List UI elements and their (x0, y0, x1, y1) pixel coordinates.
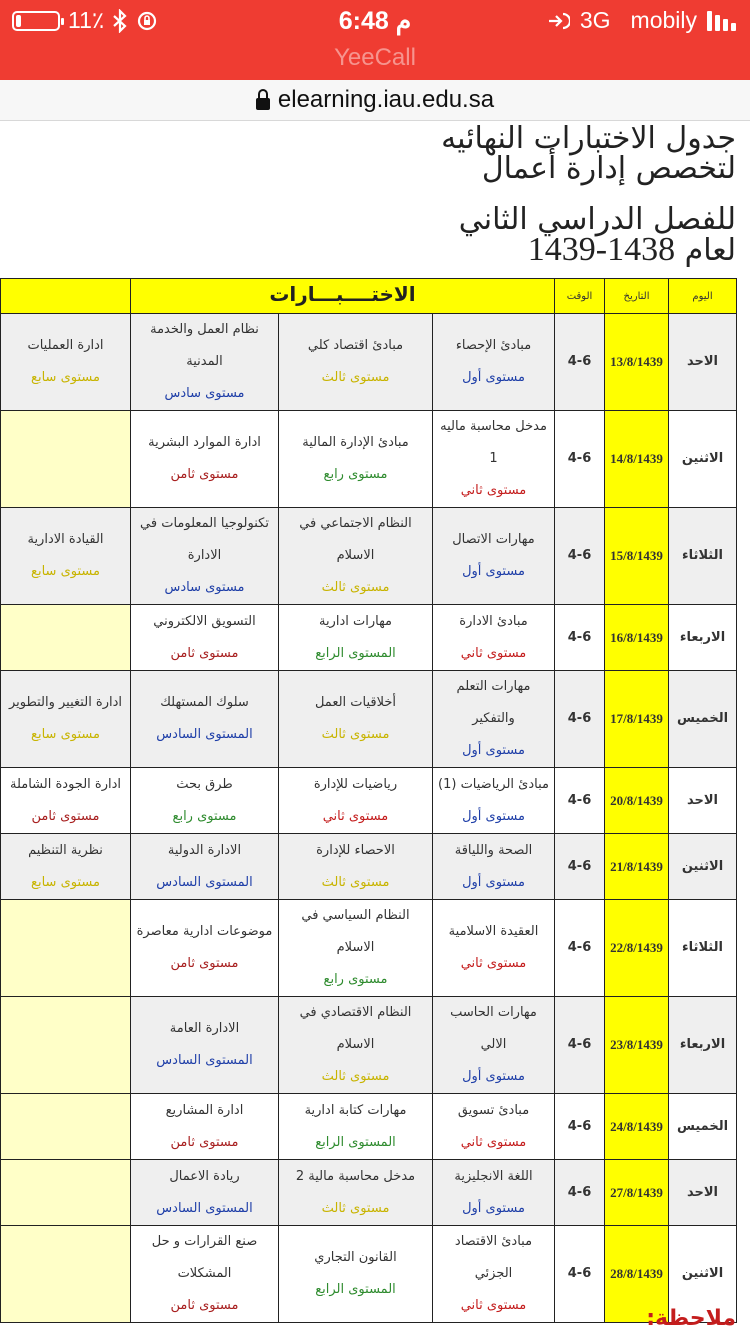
exam-level: مستوى ثاني (460, 1298, 527, 1313)
battery-percent: 11٪ (68, 7, 105, 33)
exam-cell (433, 1094, 555, 1160)
exam-subject: سلوك المستهلك (160, 695, 249, 710)
exam-cell (131, 314, 279, 411)
exam-subject: مبادئ الإدارة المالية (302, 435, 409, 450)
exam-subject: الادارة الدولية (167, 842, 242, 858)
status-right (546, 7, 736, 34)
exam-cell (1, 834, 131, 900)
exam-cell (131, 508, 279, 605)
table-row (1, 671, 737, 768)
date-cell: 15/8/1439 (605, 508, 669, 605)
exam-cell (279, 671, 433, 768)
exam-level: مستوى ثامن (170, 1134, 239, 1150)
time-cell: 4-6 (555, 768, 605, 834)
status-time: 6:48 م (338, 7, 412, 35)
day-cell: الاثنين (669, 834, 737, 900)
time-cell: 4-6 (555, 671, 605, 768)
table-row (1, 834, 737, 900)
table-row (1, 605, 737, 671)
exam-subject: الادارة العامة (169, 1021, 240, 1036)
day-cell: الاثنين (669, 1226, 737, 1323)
title-line-2: لتخصص إدارة أعمال (481, 151, 736, 186)
exam-level: مستوى ثالث (321, 874, 390, 890)
exam-level: مستوى ثالث (321, 370, 390, 385)
exam-cell (433, 508, 555, 605)
exam-cell (433, 1160, 555, 1226)
title-line-1: جدول الاختبارات النهائيه (441, 121, 736, 156)
exam-level: مستوى ثامن (170, 645, 239, 661)
day-cell: الاربعاء (669, 605, 737, 671)
exam-subject: مبادئ تسويق (457, 1102, 530, 1118)
exam-level: مستوى ثامن (170, 467, 239, 482)
exam-level: المستوى الرابع (315, 1282, 396, 1297)
exam-subject: ادارة المشاريع (165, 1102, 244, 1118)
exam-level: مستوى سادس (164, 386, 245, 401)
exam-subject: أخلاقيات العمل (314, 695, 397, 710)
exam-cell (279, 314, 433, 411)
exam-level: مستوى سابع (31, 370, 100, 385)
empty-exam-cell (1, 411, 131, 508)
table-row (1, 411, 737, 508)
exam-subject: ادارة الموارد البشرية (148, 435, 261, 450)
exam-level: مستوى ثالث (321, 580, 390, 595)
exam-cell (433, 1226, 555, 1323)
time-cell: 4-6 (555, 605, 605, 671)
exam-subject: مهارات التعلم والتفكير (456, 679, 531, 726)
exam-level: المستوى الرابع (315, 645, 396, 661)
exam-cell (131, 900, 279, 997)
exam-subject: ادارة العمليات (27, 338, 104, 353)
exam-cell (131, 997, 279, 1094)
date-cell: 27/8/1439 (605, 1160, 669, 1226)
day-cell: الخميس (669, 671, 737, 768)
exam-subject: ادارة الجودة الشاملة (9, 776, 121, 792)
exam-level: مستوى سادس (164, 580, 245, 595)
table-row (1, 508, 737, 605)
table-row (1, 1226, 737, 1323)
day-cell: الاحد (669, 1160, 737, 1226)
exam-cell (279, 768, 433, 834)
empty-exam-cell (1, 605, 131, 671)
date-cell: 22/8/1439 (605, 900, 669, 997)
time-cell: 4-6 (555, 508, 605, 605)
time-cell: 4-6 (555, 900, 605, 997)
exam-level: مستوى أول (462, 1200, 525, 1216)
exam-level: مستوى ثامن (31, 808, 100, 824)
table-row (1, 768, 737, 834)
time-cell: 4-6 (555, 1160, 605, 1226)
date-cell: 23/8/1439 (605, 997, 669, 1094)
table-row (1, 997, 737, 1094)
exam-level: مستوى ثاني (460, 483, 527, 498)
empty-exam-cell (1, 900, 131, 997)
exam-level: مستوى ثالث (321, 1069, 390, 1084)
exam-subject: مبادئ الادارة (459, 613, 528, 629)
exam-level: المستوى السادس (156, 1200, 253, 1216)
exam-level: مستوى ثاني (322, 808, 389, 824)
exam-cell (131, 1160, 279, 1226)
header-exams: الاختــــبـــارات (131, 279, 555, 314)
exam-level: مستوى ثامن (170, 1298, 239, 1313)
day-cell: الثلاثاء (669, 900, 737, 997)
time-cell: 4-6 (555, 314, 605, 411)
exam-level: مستوى أول (462, 808, 525, 824)
exam-level: مستوى سابع (31, 727, 100, 742)
exam-cell (131, 1226, 279, 1323)
header-time: الوقت (555, 279, 605, 314)
exam-cell (131, 671, 279, 768)
exam-subject: الاحصاء للإدارة (316, 842, 395, 858)
exam-level: مستوى رابع (172, 808, 237, 824)
exam-cell (433, 900, 555, 997)
time-cell: 4-6 (555, 1094, 605, 1160)
exam-level: مستوى سابع (31, 874, 100, 890)
date-cell: 28/8/1439 (605, 1226, 669, 1323)
exam-subject: مبادئ الاقتصاد الجزئي (454, 1234, 533, 1281)
table-header-row (1, 279, 737, 314)
exam-subject: طرق بحث (176, 776, 233, 792)
exam-cell (279, 997, 433, 1094)
exam-level: مستوى ثاني (460, 956, 527, 971)
exam-cell (131, 834, 279, 900)
exam-cell (433, 605, 555, 671)
header-date: التاريخ (605, 279, 669, 314)
time-cell: 4-6 (555, 997, 605, 1094)
exam-cell (131, 768, 279, 834)
exam-subject: مهارات الحاسب الالي (450, 1005, 537, 1052)
exam-level: مستوى رابع (323, 972, 388, 987)
exam-cell (279, 605, 433, 671)
exam-level: مستوى ثاني (460, 1134, 527, 1150)
exam-cell (279, 1094, 433, 1160)
exam-level: مستوى أول (462, 564, 525, 579)
day-cell: الاثنين (669, 411, 737, 508)
empty-exam-cell (1, 1160, 131, 1226)
note-label: ملاحظة: (646, 1306, 736, 1331)
term-line-1: للفصل الدراسي الثاني (458, 202, 736, 237)
date-cell: 24/8/1439 (605, 1094, 669, 1160)
exam-subject: موضوعات ادارية معاصرة (136, 924, 273, 939)
call-forward-icon (546, 10, 570, 32)
table-row (1, 900, 737, 997)
exam-subject: مبادئ اقتصاد كلي (307, 338, 404, 353)
network-type: 3G (579, 7, 611, 33)
exam-cell (279, 1226, 433, 1323)
date-cell: 20/8/1439 (605, 768, 669, 834)
term-heading (458, 202, 736, 268)
url-text[interactable]: elearning.iau.edu.sa (277, 86, 495, 113)
exam-level: المستوى السادس (156, 1053, 253, 1068)
exam-subject: تكنولوجيا المعلومات في الادارة (140, 516, 269, 563)
exam-cell (433, 671, 555, 768)
time-cell: 4-6 (555, 834, 605, 900)
exam-subject: نظرية التنظيم (28, 842, 103, 858)
exam-cell (433, 768, 555, 834)
date-cell: 13/8/1439 (605, 314, 669, 411)
exam-subject: التسويق الالكتروني (153, 613, 256, 629)
exam-level: مستوى رابع (323, 467, 388, 482)
exam-level: مستوى أول (462, 1069, 525, 1084)
exam-subject: اللغة الانجليزية (454, 1168, 533, 1184)
exam-subject: ريادة الاعمال (169, 1168, 240, 1184)
empty-exam-cell (1, 997, 131, 1094)
exam-subject: القيادة الادارية (27, 532, 104, 547)
exam-subject: العقيدة الاسلامية (448, 924, 539, 939)
header-day: اليوم (669, 279, 737, 314)
date-cell: 21/8/1439 (605, 834, 669, 900)
table-row (1, 1160, 737, 1226)
exam-cell (131, 411, 279, 508)
exam-cell (131, 605, 279, 671)
term-line-2 (459, 231, 736, 268)
exam-subject: مهارات الاتصال (452, 532, 535, 547)
day-cell: الاحد (669, 314, 737, 411)
exam-subject: نظام العمل والخدمة المدنية (150, 322, 259, 369)
day-cell: الثلاثاء (669, 508, 737, 605)
exam-level: مستوى سابع (31, 564, 100, 579)
carrier-name: mobily (630, 7, 697, 33)
signal-icon (707, 11, 736, 31)
table-row (1, 1094, 737, 1160)
exam-subject: النظام الاقتصادي في الاسلام (299, 1005, 412, 1052)
status-bar (0, 0, 750, 80)
empty-exam-cell (1, 1226, 131, 1323)
exam-level: مستوى أول (462, 743, 525, 758)
page-title (441, 121, 736, 186)
exam-cell (279, 411, 433, 508)
exam-cell (433, 834, 555, 900)
date-cell: 14/8/1439 (605, 411, 669, 508)
table-row (1, 314, 737, 411)
exam-subject: مهارات ادارية (318, 613, 393, 629)
day-cell: الاربعاء (669, 997, 737, 1094)
header-exams-extra (1, 279, 131, 314)
exam-subject: الصحة واللياقة (454, 842, 533, 858)
exam-level: مستوى ثالث (321, 727, 390, 742)
exam-schedule-table (0, 278, 737, 1323)
date-cell: 17/8/1439 (605, 671, 669, 768)
exam-level: المستوى الرابع (315, 1134, 396, 1150)
exam-level: مستوى ثالث (321, 1200, 390, 1216)
day-cell: الخميس (669, 1094, 737, 1160)
exam-cell (433, 314, 555, 411)
table-body (1, 279, 737, 1323)
exam-subject: مهارات كتابة ادارية (304, 1102, 407, 1118)
lock-icon (256, 98, 270, 110)
exam-cell (279, 900, 433, 997)
exam-cell (1, 508, 131, 605)
exam-cell (131, 1094, 279, 1160)
exam-subject: صنع القرارات و حل المشكلات (151, 1234, 258, 1281)
exam-subject: مدخل محاسبة ماليه 1 (440, 419, 547, 466)
exam-subject: النظام الاجتماعي في الاسلام (299, 516, 412, 563)
exam-subject: مدخل محاسبة مالية 2 (295, 1168, 416, 1184)
exam-subject: النظام السياسي في الاسلام (301, 908, 410, 955)
exam-cell (433, 411, 555, 508)
exam-cell (1, 314, 131, 411)
exam-subject: رياضيات للإدارة (313, 776, 398, 792)
address-bar[interactable] (0, 80, 750, 121)
time-cell: 4-6 (555, 411, 605, 508)
exam-level: المستوى السادس (156, 727, 253, 742)
exam-cell (1, 671, 131, 768)
exam-subject: مبادئ الإحصاء (455, 338, 532, 353)
date-cell: 16/8/1439 (605, 605, 669, 671)
exam-level: مستوى ثامن (170, 956, 239, 971)
term-years: 1438-1439 (527, 231, 676, 268)
exam-subject: ادارة التغيير والتطوير (8, 695, 123, 710)
exam-cell (279, 1160, 433, 1226)
exam-level: مستوى أول (462, 874, 525, 890)
exam-cell (279, 508, 433, 605)
exam-cell (433, 997, 555, 1094)
exam-subject: القانون التجاري (314, 1250, 397, 1265)
app-label: YeeCall (334, 44, 416, 71)
exam-level: مستوى ثاني (460, 645, 527, 661)
exam-cell (279, 834, 433, 900)
exam-level: مستوى أول (462, 370, 525, 385)
exam-subject: مبادئ الرياضيات (1) (438, 776, 549, 792)
empty-exam-cell (1, 1094, 131, 1160)
day-cell: الاحد (669, 768, 737, 834)
time-cell: 4-6 (555, 1226, 605, 1323)
term-prefix: لعام (684, 233, 736, 268)
exam-level: المستوى السادس (156, 874, 253, 890)
exam-cell (1, 768, 131, 834)
